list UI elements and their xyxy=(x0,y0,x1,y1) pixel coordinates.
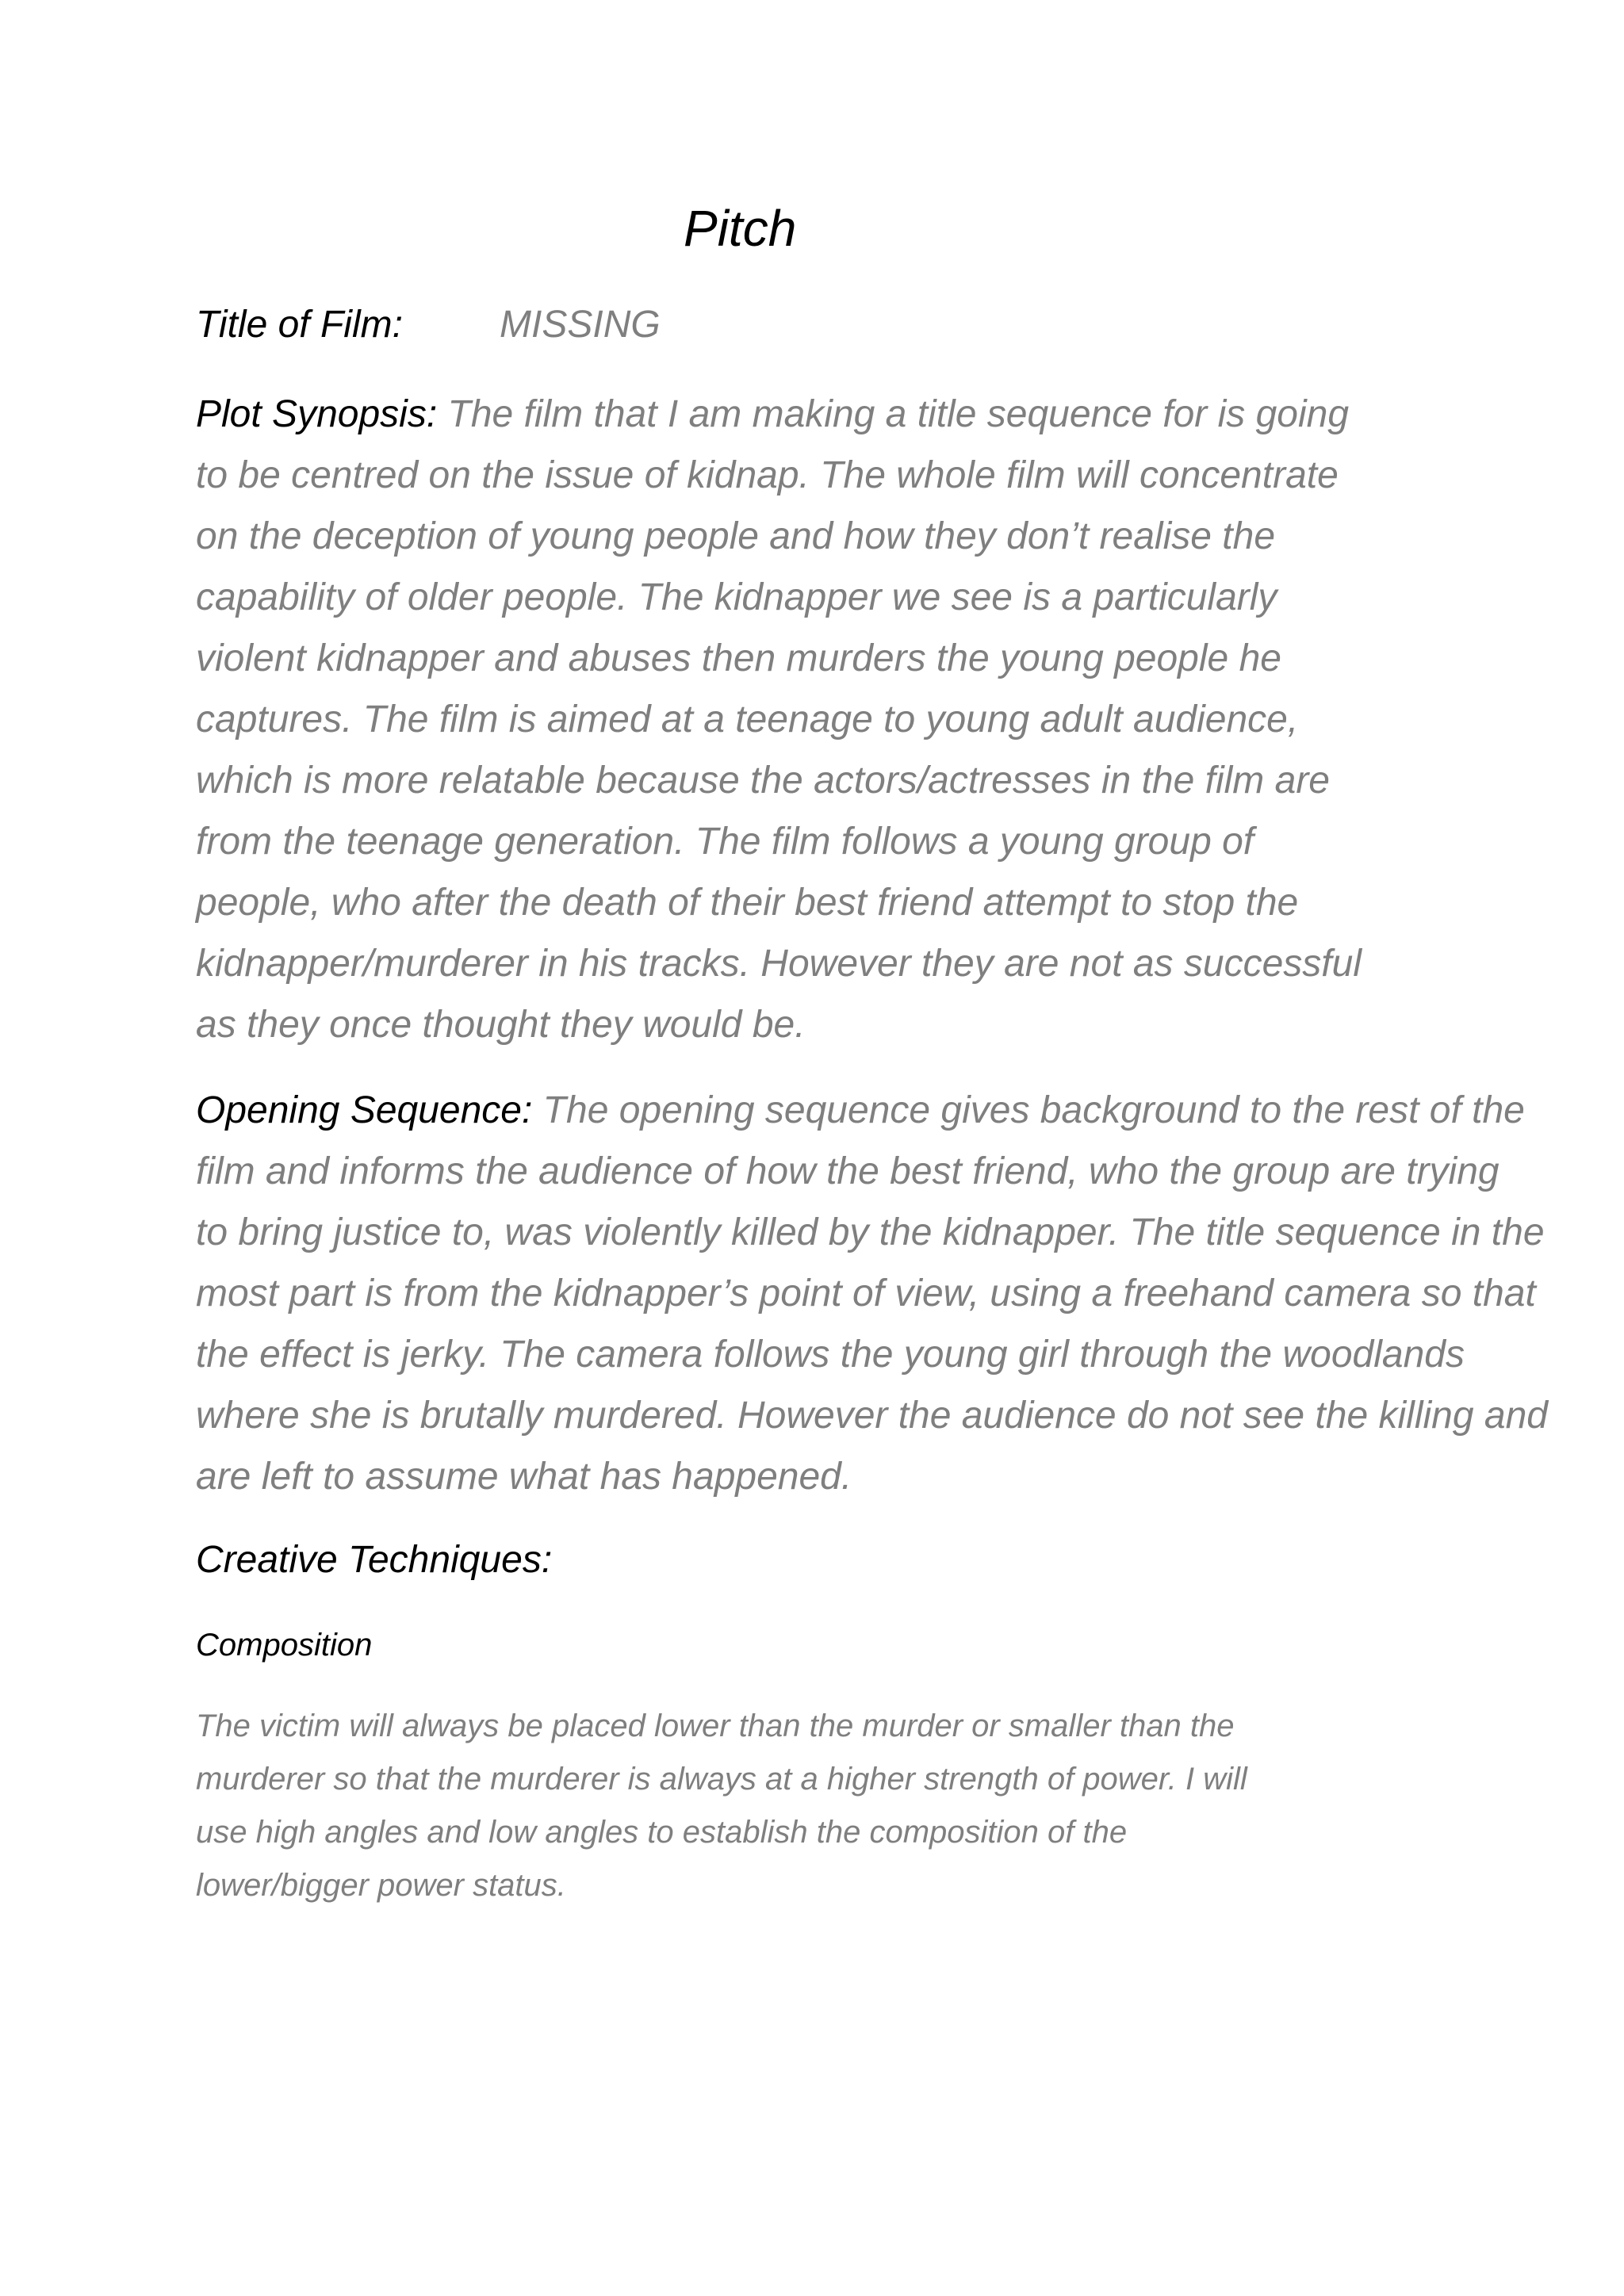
composition-paragraph xyxy=(196,1700,1433,1912)
opening-sequence-line: to bring justice to, was violently killed by the kidnapper. The title sequence in the xyxy=(196,1211,1545,1253)
opening-sequence-line: the effect is jerky. The camera follows the young girl through the woodlands xyxy=(196,1334,1465,1376)
plot-synopsis-line: to be centred on the issue of kidnap. The whole film will concentrate xyxy=(196,454,1339,496)
opening-sequence-line: film and informs the audience of how the best friend, who the group are trying xyxy=(196,1150,1500,1192)
plot-synopsis-line: on the deception of young people and how they don’t realise the xyxy=(196,515,1276,557)
composition-line: murderer so that the murderer is always at a higher strength of power. I will xyxy=(196,1762,1247,1797)
plot-synopsis-line: people, who after the death of their best friend attempt to stop the xyxy=(196,882,1299,924)
plot-synopsis-label: Plot Synopsis: xyxy=(196,393,438,435)
composition-heading: Composition xyxy=(196,1628,373,1663)
opening-sequence-line: where she is brutally murdered. However the audience do not see the killing and xyxy=(196,1395,1548,1437)
page-title: Pitch xyxy=(684,200,797,257)
opening-sequence-line: most part is from the kidnapper’s point of view, using a freehand camera so that xyxy=(196,1272,1536,1314)
plot-synopsis-line: captures. The film is aimed at a teenage to young adult audience, xyxy=(196,698,1299,740)
creative-techniques-heading: Creative Techniques: xyxy=(196,1539,553,1581)
plot-synopsis-line: from the teenage generation. The film follows a young group of xyxy=(196,821,1254,863)
plot-synopsis-line: which is more relatable because the actors/actresses in the film are xyxy=(196,760,1330,802)
plot-synopsis-line: kidnapper/murderer in his tracks. However they are not as successful xyxy=(196,943,1362,985)
plot-synopsis-line: capability of older people. The kidnapper we see is a particularly xyxy=(196,576,1277,618)
opening-sequence-paragraph xyxy=(196,1080,1615,1507)
plot-synopsis-line: as they once thought they would be. xyxy=(196,1004,806,1046)
opening-sequence-line: are left to assume what has happened. xyxy=(196,1456,852,1498)
plot-synopsis-text: The film that I am making a title sequence for is going xyxy=(437,393,1350,435)
opening-sequence-line-1 xyxy=(196,1080,1615,1141)
composition-line: The victim will always be placed lower than the murder or smaller than the xyxy=(196,1709,1235,1743)
film-title-label: Title of Film: xyxy=(196,304,403,346)
opening-sequence-label: Opening Sequence: xyxy=(196,1089,533,1131)
opening-sequence-text: The opening sequence gives background to the rest of the xyxy=(532,1089,1525,1131)
plot-synopsis-line: violent kidnapper and abuses then murders the young people he xyxy=(196,637,1281,679)
film-title-row xyxy=(196,301,661,349)
composition-line: lower/bigger power status. xyxy=(196,1868,566,1903)
plot-synopsis-paragraph xyxy=(196,384,1433,1055)
composition-line: use high angles and low angles to establish the composition of the xyxy=(196,1815,1128,1850)
plot-synopsis-line-1 xyxy=(196,384,1433,445)
film-title-value: MISSING xyxy=(500,304,661,346)
